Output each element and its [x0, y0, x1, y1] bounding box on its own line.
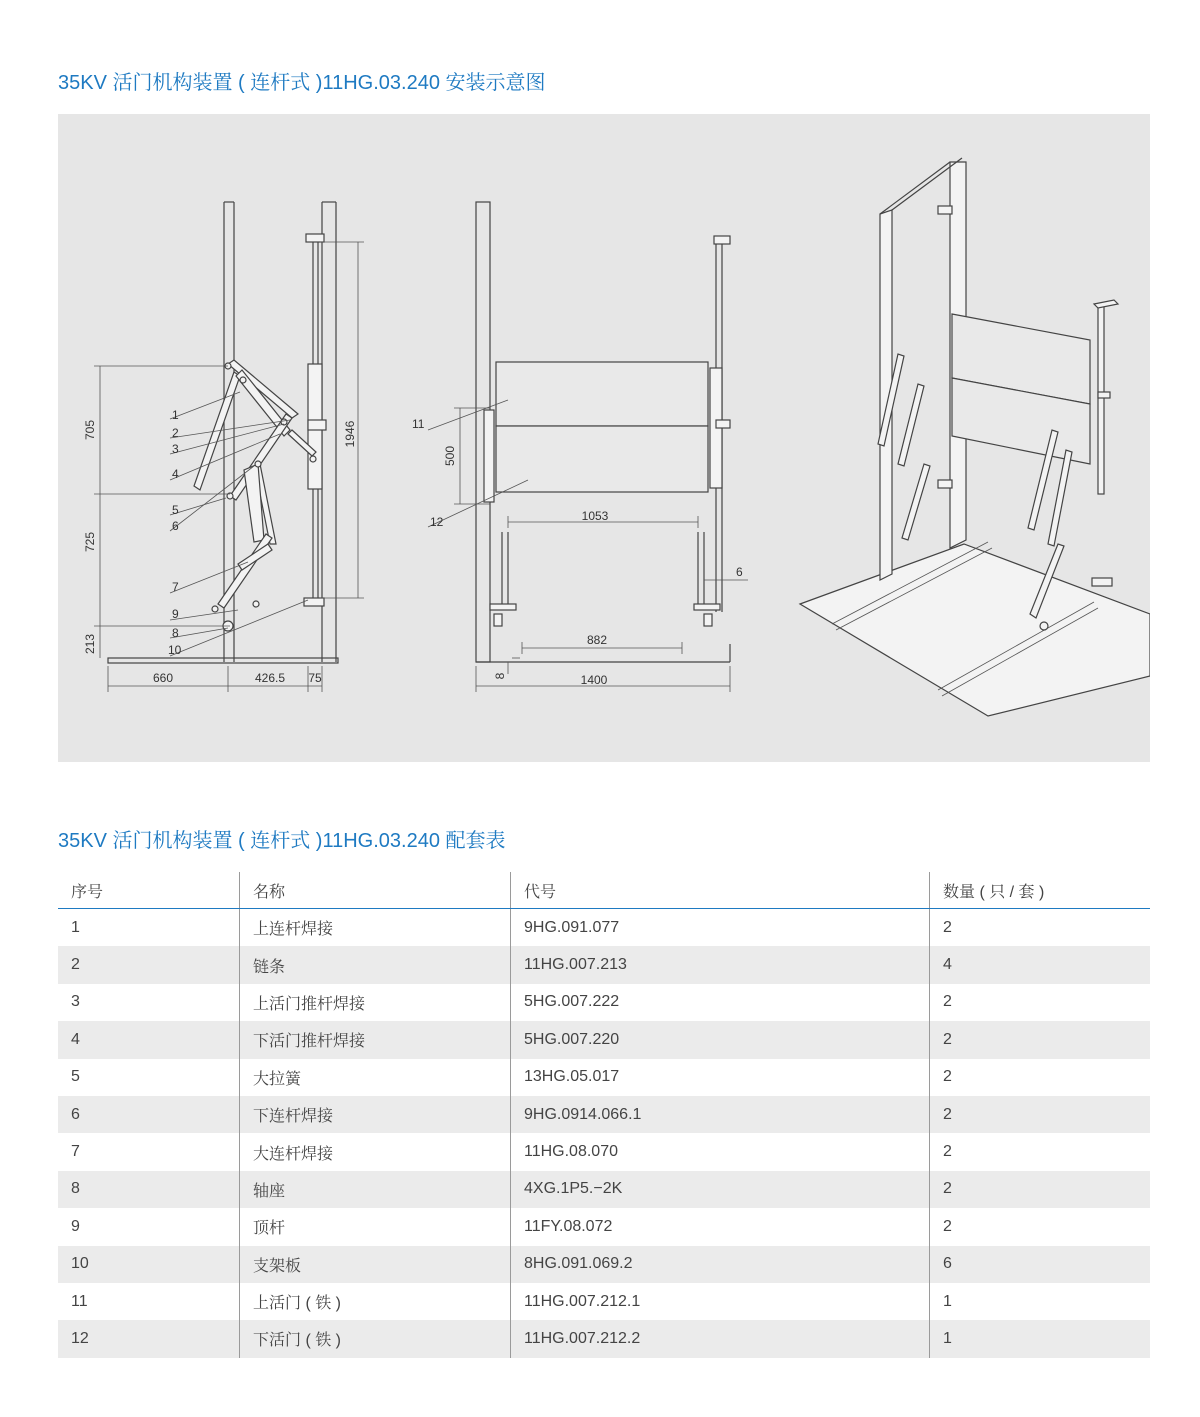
callout-6: 6 [172, 519, 179, 533]
side-view [83, 202, 364, 692]
callout-7: 7 [172, 580, 179, 594]
parts-table [58, 872, 1150, 1358]
callout-4: 4 [172, 467, 179, 481]
cell-name: 轴座 [240, 1171, 511, 1208]
cell-code: 5HG.007.222 [511, 984, 930, 1021]
dim-1053: 1053 [581, 509, 609, 523]
upper-door [496, 362, 708, 426]
installation-title: 35KV 活门机构装置 ( 连杆式 )11HG.03.240 安装示意图 [58, 72, 546, 94]
header-code: 代号 [511, 872, 930, 909]
table-row [58, 909, 1150, 947]
cell-index: 11 [71, 1292, 88, 1310]
dim-725: 725 [83, 531, 97, 553]
table-row [58, 1208, 1150, 1245]
cell-name: 下活门 ( 铁 ) [240, 1320, 511, 1357]
dim-1946: 1946 [343, 420, 357, 448]
header-quantity: 数量 ( 只 / 套 ) [930, 872, 1151, 909]
header-index: 序号 [58, 872, 240, 909]
table-row [58, 946, 1150, 983]
cell-name: 支架板 [240, 1246, 511, 1283]
dim-705: 705 [83, 419, 97, 441]
cell-quantity: 2 [930, 984, 1151, 1021]
callout-3: 3 [172, 442, 179, 456]
cell-quantity: 1 [930, 1320, 1151, 1357]
cell-index: 12 [58, 1320, 240, 1357]
cell-name: 上活门 ( 铁 ) [240, 1283, 511, 1320]
cell-index: 4 [58, 1021, 240, 1058]
dim-1400: 1400 [580, 673, 608, 687]
cell-code: 9HG.0914.066.1 [511, 1096, 930, 1133]
cell-index: 5 [71, 1068, 80, 1086]
callout-8: 8 [172, 626, 179, 640]
callout-10: 10 [168, 643, 182, 657]
dim-426-5: 426.5 [254, 671, 286, 685]
table-row [58, 1059, 1150, 1096]
cell-quantity: 2 [930, 909, 1151, 947]
cell-name: 下活门推杆焊接 [240, 1021, 511, 1058]
callout-5: 5 [172, 503, 179, 517]
cell-code: 8HG.091.069.2 [511, 1246, 930, 1283]
cell-index: 7 [71, 1143, 80, 1161]
table-row [58, 1283, 1150, 1320]
dim-882: 882 [586, 633, 608, 647]
cell-name: 下连杆焊接 [240, 1096, 511, 1133]
cell-index: 9 [71, 1217, 80, 1235]
cell-index: 8 [58, 1171, 240, 1208]
callout-1: 1 [172, 408, 179, 422]
table-row [58, 1246, 1150, 1283]
cell-quantity: 2 [930, 1096, 1151, 1133]
table-row [58, 1021, 1150, 1058]
cell-quantity: 2 [930, 1021, 1151, 1058]
cell-code: 9HG.091.077 [511, 909, 930, 947]
table-row [58, 1320, 1150, 1357]
cell-index: 2 [58, 946, 240, 983]
isometric-view [800, 158, 1150, 716]
cell-quantity: 2 [930, 1059, 1151, 1096]
cell-name: 大拉簧 [240, 1059, 511, 1096]
dim-8: 8 [493, 672, 507, 680]
table-row [58, 1096, 1150, 1133]
cell-quantity: 2 [930, 1133, 1151, 1170]
cell-index: 1 [71, 918, 80, 936]
cell-name: 顶杆 [240, 1208, 511, 1245]
header-name: 名称 [240, 872, 511, 909]
cell-name: 链条 [240, 946, 511, 983]
cell-quantity: 4 [930, 946, 1151, 983]
cell-code: 11HG.007.212.1 [511, 1283, 930, 1320]
cell-index: 6 [58, 1096, 240, 1133]
dim-75: 75 [308, 671, 322, 685]
cell-quantity: 1 [930, 1283, 1151, 1320]
cell-code: 11HG.007.212.2 [511, 1320, 930, 1357]
cell-code: 11HG.007.213 [511, 946, 930, 983]
dim-6: 6 [736, 565, 743, 579]
callout-9: 9 [172, 607, 179, 621]
dim-500: 500 [443, 445, 457, 467]
table-row [58, 1133, 1150, 1170]
table-header-row [58, 872, 1150, 909]
table-row [58, 984, 1150, 1021]
callout-2: 2 [172, 426, 179, 440]
cell-name: 上连杆焊接 [240, 909, 511, 947]
cell-quantity: 2 [930, 1171, 1151, 1208]
cell-quantity: 6 [930, 1246, 1151, 1283]
callout-11: 11 [412, 417, 425, 431]
table-row [58, 1171, 1150, 1208]
cell-index: 10 [58, 1246, 240, 1283]
cell-code: 11HG.08.070 [511, 1133, 930, 1170]
cell-quantity: 2 [930, 1208, 1151, 1245]
dim-213: 213 [83, 633, 97, 655]
front-view [412, 202, 748, 692]
cell-name: 上活门推杆焊接 [240, 984, 511, 1021]
cell-code: 4XG.1P5.−2K [511, 1171, 930, 1208]
installation-drawing [58, 114, 1150, 762]
cell-index: 3 [71, 993, 80, 1011]
dim-660: 660 [152, 671, 174, 685]
callout-12: 12 [430, 515, 444, 529]
lower-door [496, 426, 708, 492]
cell-code: 13HG.05.017 [511, 1059, 930, 1096]
cell-code: 5HG.007.220 [511, 1021, 930, 1058]
parts-list-title: 35KV 活门机构装置 ( 连杆式 )11HG.03.240 配套表 [58, 830, 506, 852]
cell-code: 11FY.08.072 [511, 1208, 930, 1245]
drawing-svg [58, 114, 1150, 762]
cell-name: 大连杆焊接 [240, 1133, 511, 1170]
